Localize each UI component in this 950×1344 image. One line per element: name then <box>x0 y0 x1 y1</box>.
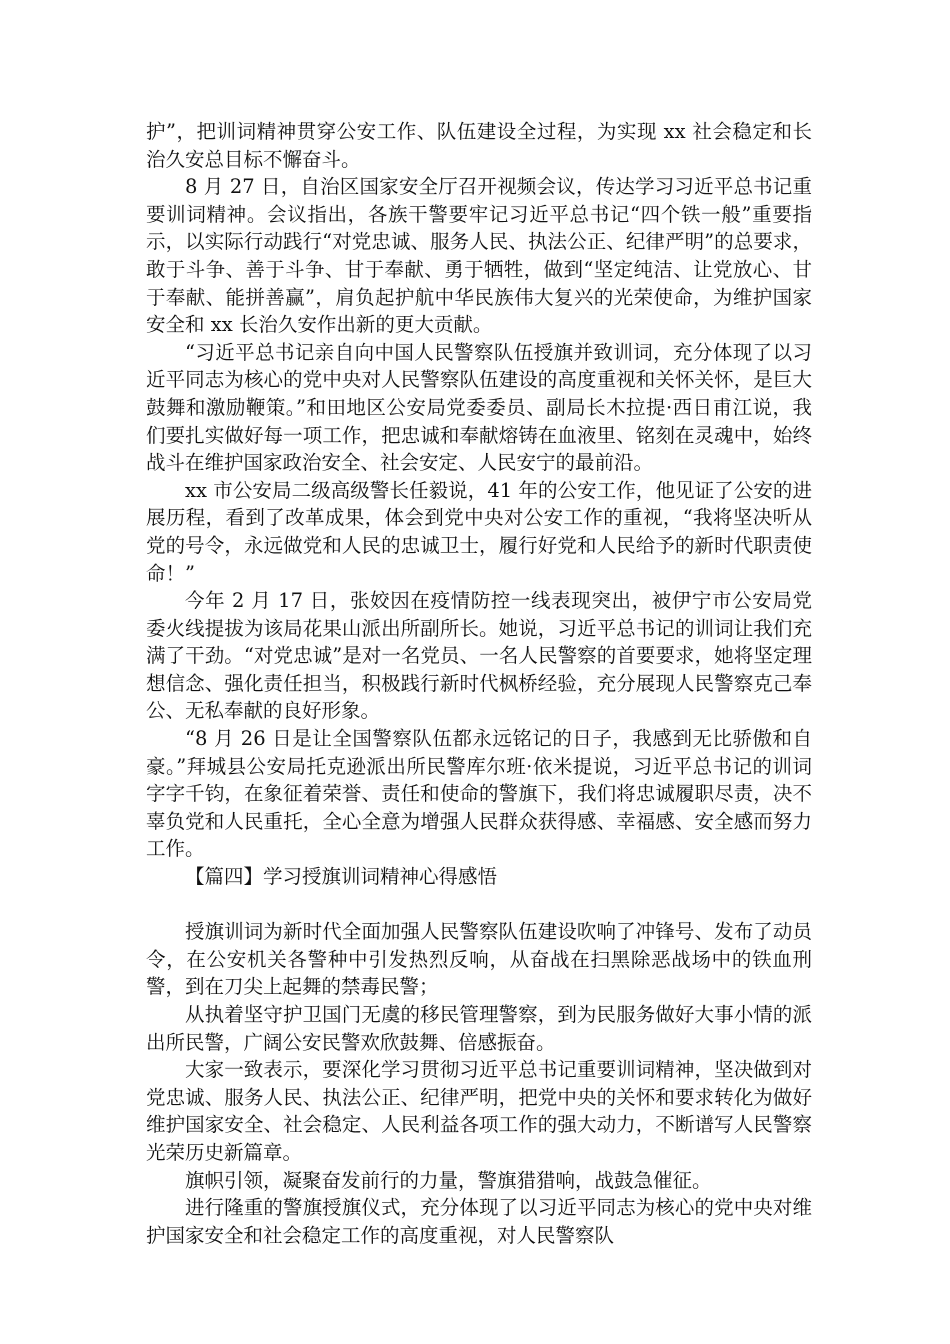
paragraph-baicheng-quote: “8 月 26 日是让全国警察队伍都永远铭记的日子，我感到无比骄傲和自豪。”拜城县公安局托克逊派出所民警库尔班·依米提说，习近平总书记的训词字字千钧，在象征着荣誉、责任和使命的警旗下，我们将忠诚履职尽责，决不辜负党和人民重托，全心全意为增强人民群众获得感、幸福感、安全感而努力工作。 <box>146 727 812 861</box>
blank-line <box>146 891 812 919</box>
paragraph-flag-ceremony-intro: 授旗训词为新时代全面加强人民警察队伍建设吹响了冲锋号、发布了动员令，在公安机关各警种中引发热烈反响，从奋战在扫黑除恶战场中的铁血刑警，到在刀尖上起舞的禁毒民警； <box>146 920 812 999</box>
paragraph-continuation: 护”，把训词精神贯穿公安工作、队伍建设全过程，为实现 xx 社会稳定和长治久安总目标不懈奋斗。 <box>146 120 812 171</box>
paragraph-ceremony: 进行隆重的警旗授旗仪式，充分体现了以习近平同志为核心的党中央对维护国家安全和社会稳定工作的高度重视，对人民警察队 <box>146 1196 812 1247</box>
section-heading: 【篇四】学习授旗训词精神心得感悟 <box>185 865 498 889</box>
paragraph-flag-leading: 旗帜引领，凝聚奋发前行的力量，警旗猎猎响，战鼓急催征。 <box>185 1168 712 1192</box>
paragraph-city-police: xx 市公安局二级高级警长任毅说，41 年的公安工作，他见证了公安的进展历程，看到了改革成果，体会到党中央对公安工作的重视，“我将坚决听从党的号令，永远做党和人民的忠诚卫士，履行好党和人民给予的新时代职责使命！” <box>146 478 812 585</box>
paragraph-consensus: 大家一致表示，要深化学习贯彻习近平总书记重要训词精神，坚决做到对党忠诚、服务人民、执法公正、纪律严明，把党中央的关怀和要求转化为做好维护国家安全、社会稳定、人民利益各项工作的强大动力，不断谱写人民警察光荣历史新篇章。 <box>146 1058 812 1164</box>
paragraph-hotan-quote: “习近平总书记亲自向中国人民警察队伍授旗并致训词，充分体现了以习近平同志为核心的党中央对人民警察队伍建设的高度重视和关怀关怀，是巨大鼓舞和激励鞭策。”和田地区公安局党委委员、副局长木拉提·西日甫江说，我们要扎实做好每一项工作，把忠诚和奉献熔铸在血液里、铭刻在灵魂中，始终战斗在维护国家政治安全、社会安定、人民安宁的最前沿。 <box>146 340 812 475</box>
paragraph-security-meeting: 8 月 27 日，自治区国家安全厅召开视频会议，传达学习习近平总书记重要训词精神。会议指出，各族干警要牢记习近平总书记“四个铁一般”重要指示，以实际行动践行“对党忠诚、服务人民、执法公正、纪律严明”的总要求，敢于斗争、善于斗争、甘于奉献、勇于牺牲，做到“坚定纯洁、让党放心、甘于奉献、能拼善赢”，肩负起护航中华民族伟大复兴的光荣使命，为维护国家安全和 xx 长治久安作出新的更大贡献。 <box>146 175 812 337</box>
paragraph-zhang-jiao: 今年 2 月 17 日，张姣因在疫情防控一线表现突出，被伊宁市公安局党委火线提拔为该局花果山派出所副所长。她说，习近平总书记的训词让我们充满了干劲。“对党忠诚”是对一名党员、一名人民警察的首要要求，她将坚定理想信念、强化责任担当，积极践行新时代枫桥经验，充分展现人民警察克己奉公、无私奉献的良好形象。 <box>146 589 812 723</box>
document-body <box>146 118 812 1249</box>
paragraph-immigration-police: 从执着坚守护卫国门无虞的移民管理警察，到为民服务做好大事小情的派出所民警，广阔公安民警欢欣鼓舞、倍感振奋。 <box>146 1003 812 1054</box>
